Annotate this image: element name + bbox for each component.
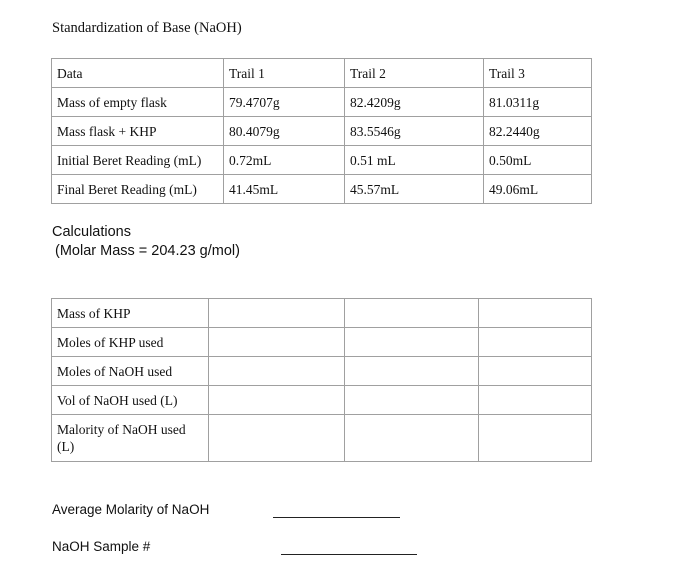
row-label: Mass of KHP	[52, 299, 209, 328]
table-cell[interactable]	[345, 386, 479, 415]
row-label: Mass flask + KHP	[52, 117, 224, 146]
row-label: Moles of NaOH used	[52, 357, 209, 386]
row-label: Vol of NaOH used (L)	[52, 386, 209, 415]
row-label: Mass of empty flask	[52, 88, 224, 117]
row-label: Malority of NaOH used (L)	[52, 415, 209, 462]
table-cell: 41.45mL	[224, 175, 345, 204]
table-row	[52, 299, 592, 328]
table-cell[interactable]	[209, 415, 345, 462]
table-cell: 0.72mL	[224, 146, 345, 175]
molar-mass-note: (Molar Mass = 204.23 g/mol)	[55, 243, 240, 259]
average-molarity-blank[interactable]	[273, 517, 400, 518]
table-cell: 83.5546g	[345, 117, 484, 146]
table-row	[52, 117, 592, 146]
table-cell: 45.57mL	[345, 175, 484, 204]
table-cell[interactable]	[209, 357, 345, 386]
row-label: Final Beret Reading (mL)	[52, 175, 224, 204]
table-cell: 79.4707g	[224, 88, 345, 117]
table-cell[interactable]	[209, 328, 345, 357]
row-label: Moles of KHP used	[52, 328, 209, 357]
sample-number-label: NaOH Sample #	[52, 539, 151, 554]
table-cell: 0.50mL	[484, 146, 592, 175]
sample-number-blank[interactable]	[281, 554, 417, 555]
table-cell[interactable]	[479, 386, 592, 415]
table-cell[interactable]	[345, 415, 479, 462]
calculations-table	[51, 298, 592, 462]
table-cell[interactable]	[345, 328, 479, 357]
table-row	[52, 386, 592, 415]
table-row	[52, 175, 592, 204]
page-title: Standardization of Base (NaOH)	[52, 20, 242, 36]
table-cell: 82.2440g	[484, 117, 592, 146]
table-cell[interactable]	[209, 386, 345, 415]
table-cell[interactable]	[345, 357, 479, 386]
table-cell: 49.06mL	[484, 175, 592, 204]
table-row	[52, 88, 592, 117]
table-cell[interactable]	[479, 299, 592, 328]
table-row	[52, 146, 592, 175]
header-cell: Trail 1	[224, 59, 345, 88]
table-cell: 81.0311g	[484, 88, 592, 117]
table-cell[interactable]	[209, 299, 345, 328]
table-cell[interactable]	[345, 299, 479, 328]
header-cell: Data	[52, 59, 224, 88]
table-row	[52, 415, 592, 462]
row-label: Initial Beret Reading (mL)	[52, 146, 224, 175]
table-cell[interactable]	[479, 415, 592, 462]
header-cell: Trail 2	[345, 59, 484, 88]
data-table	[51, 58, 592, 204]
table-cell[interactable]	[479, 357, 592, 386]
table-row	[52, 357, 592, 386]
average-molarity-label: Average Molarity of NaOH	[52, 502, 210, 517]
table-cell: 0.51 mL	[345, 146, 484, 175]
table-cell: 80.4079g	[224, 117, 345, 146]
table-cell: 82.4209g	[345, 88, 484, 117]
calculations-heading: Calculations	[52, 224, 131, 240]
table-header-row	[52, 59, 592, 88]
table-cell[interactable]	[479, 328, 592, 357]
header-cell: Trail 3	[484, 59, 592, 88]
table-row	[52, 328, 592, 357]
